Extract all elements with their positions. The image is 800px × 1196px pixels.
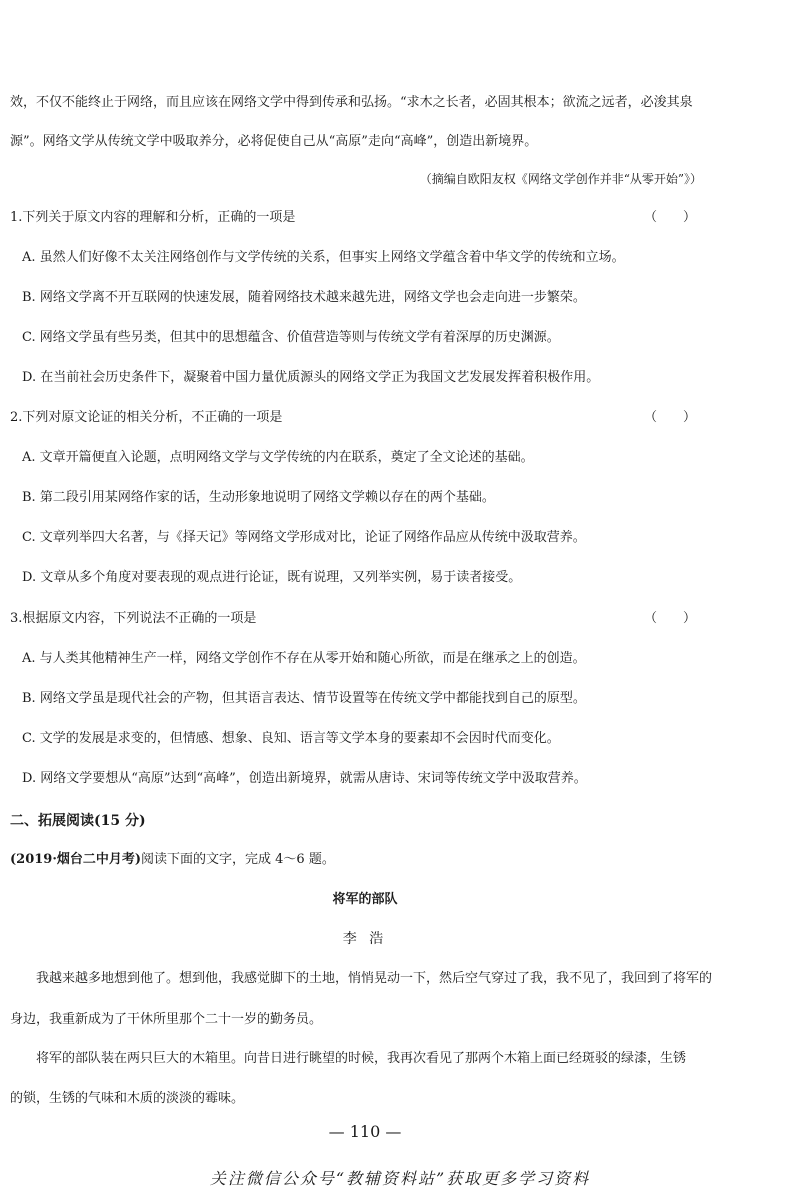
option-c: C. 网络文学虽有些另类，但其中的思想蕴含、价值营造等则与传统文学有着深厚的历史渊源。 [22,330,560,345]
section-intro [10,851,335,869]
story-text-line: 我越来越多地想到他了。想到他，我感觉脚下的土地，悄悄晃动一下，然后空气穿过了我，我不见了，我回到了将军的 [36,971,713,986]
question-stem: 2.下列对原文论证的相关分析，不正确的一项是 [10,410,283,425]
option-c: C. 文章列举四大名著，与《择天记》等网络文学形成对比，论证了网络作品应从传统中汲取营养。 [22,530,586,545]
option-d: D. 网络文学要想从“高原”达到“高峰”，创造出新境界，就需从唐诗、宋词等传统文学中汲取营养。 [22,771,587,786]
question-1 [10,209,720,227]
option-a: A. 与人类其他精神生产一样，网络文学创作不存在从零开始和随心所欲，而是在继承之上的创造。 [22,651,586,666]
article-source: （摘编自欧阳友权《网络文学创作并非“从零开始”》） [419,172,702,186]
option-d: D. 文章从多个角度对要表现的观点进行论证，既有说理，又列举实例，易于读者接受。 [22,570,522,585]
option-d: D. 在当前社会历史条件下，凝聚着中国力量优质源头的网络文学正为我国文艺发展发挥着积极作用。 [22,370,600,385]
article-text-line: 源”。网络文学从传统文学中吸取养分，必将促使自己从“高原”走向“高峰”，创造出新境界。 [10,134,538,149]
story-text-line: 身边，我重新成为了干休所里那个二十一岁的勤务员。 [10,1012,323,1027]
answer-paren: （ ） [643,410,696,425]
option-a: A. 文章开篇便直入论题，点明网络文学与文学传统的内在联系，奠定了全文论述的基础。 [22,450,534,465]
story-text-line: 的锁，生锈的气味和木质的淡淡的霉味。 [10,1091,245,1106]
source-tag: (2019·烟台二中月考) [10,852,142,867]
question-2 [10,409,720,427]
option-b: B. 网络文学虽是现代社会的产物，但其语言表达、情节设置等在传统文学中都能找到自己的原型。 [22,691,586,706]
intro-text: 阅读下面的文字，完成 4～6 题。 [141,852,335,867]
footer-note: 关注微信公众号“教辅资料站”获取更多学习资料 [209,1169,591,1188]
option-a: A. 虽然人们好像不太关注网络创作与文学传统的关系，但事实上网络文学蕴含着中华文学的传统和立场。 [22,250,625,265]
option-b: B. 第二段引用某网络作家的话，生动形象地说明了网络文学赖以存在的两个基础。 [22,490,495,505]
article-text-line: 效，不仅不能终止于网络，而且应该在网络文学中得到传承和弘扬。“求木之长者，必固其根本；欲流之远者，必浚其泉 [10,95,693,110]
answer-paren: （ ） [643,611,696,626]
story-title: 将军的部队 [332,892,398,907]
question-3 [10,610,720,628]
option-c: C. 文学的发展是求变的，但情感、想象、良知、语言等文学本身的要素却不会因时代而变化。 [22,731,560,746]
section-heading: 二、拓展阅读(15 分) [10,813,146,829]
answer-paren: （ ） [643,210,696,225]
story-text-line: 将军的部队装在两只巨大的木箱里。向昔日进行眺望的时候，我再次看见了那两个木箱上面已经斑驳的绿漆，生锈 [36,1051,687,1066]
question-stem: 3.根据原文内容，下列说法不正确的一项是 [10,611,257,626]
story-author: 李 浩 [342,931,388,947]
question-stem: 1.下列关于原文内容的理解和分析，正确的一项是 [10,210,296,225]
option-b: B. 网络文学离不开互联网的快速发展，随着网络技术越来越先进，网络文学也会走向进一步繁荣。 [22,290,586,305]
page-number: — 110 — [328,1122,402,1141]
